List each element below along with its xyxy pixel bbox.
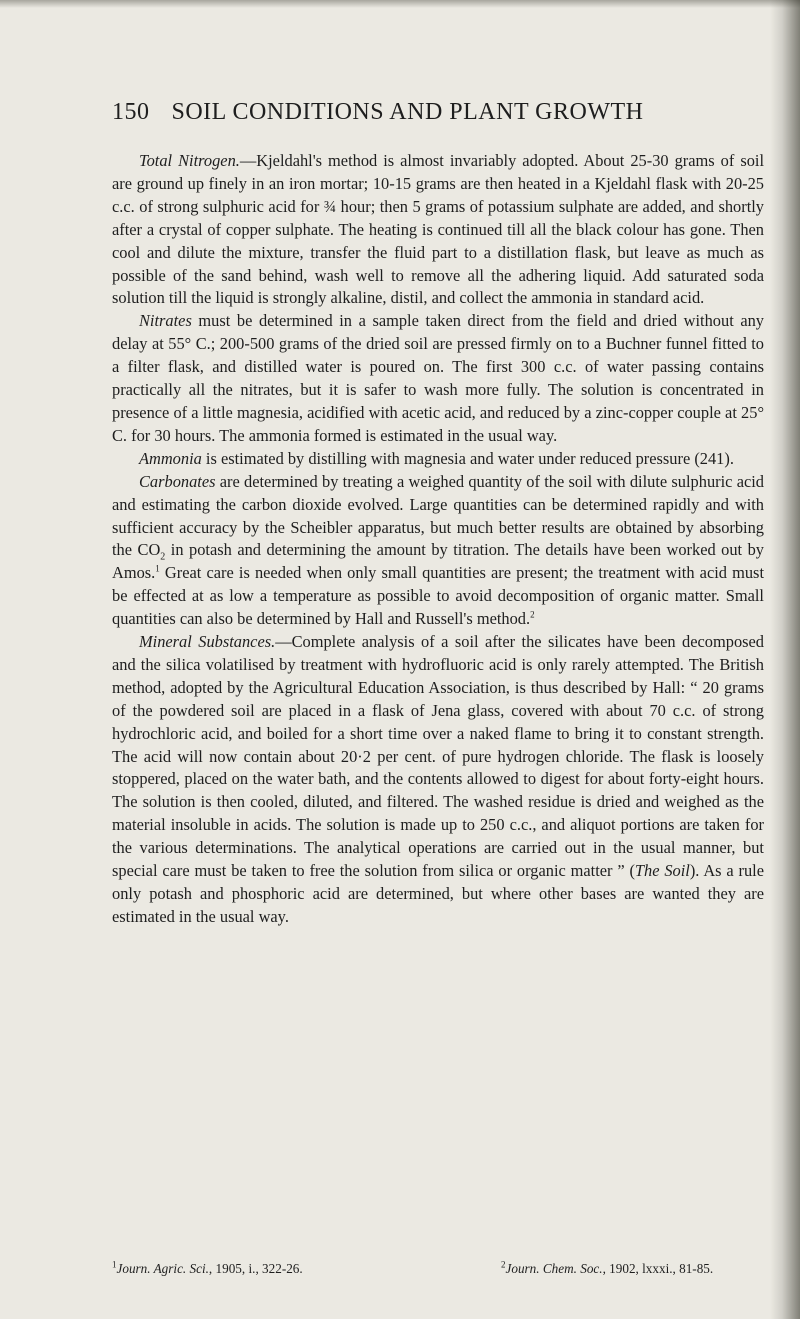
paragraph-text: must be determined in a sample taken direct from the field and dried without any delay at 55° C.; 200-500 grams of the dried soil are pressed firmly on to a Buchner funnel fitted to a filter flask, and distilled water is poured on. The first 300 c.c. of water passing contains practically all the nitrates, but it is safer to wash more fully. The solution is concentrated in presence of a little magnesia, acidified with acetic acid, and reduced by a zinc-copper couple at 25° C. for 30 hours. The ammonia formed is estimated in the usual way. xyxy=(112,311,764,445)
paragraph-ammonia xyxy=(112,448,764,471)
section-heading: Carbonates xyxy=(139,471,216,491)
section-heading: Nitrates xyxy=(139,311,192,331)
footnotes xyxy=(112,1261,764,1277)
page-number: 150 xyxy=(112,99,150,125)
footnote-2 xyxy=(501,1261,713,1277)
section-heading: Mineral Substances. xyxy=(139,632,276,652)
paragraph-text: —Kjeldahl's method is almost invariably adopted. About 25-30 grams of soil are ground up finely in an iron mortar; 10-15 grams are then heated in a Kjeldahl flask with 20-25 c.c. of strong sulphuric acid for ¾ hour; then 5 grams of potassium sulphate are added, and shortly after a crystal of copper sulphate. The heating is continued till all the black colour has gone. Then cool and dilute the mixture, transfer the fluid part to a distillation flask, but leave as much as possible of the sand behind, wash well to remove all the adhering liquid. Add saturated soda solution till the liquid is strongly alkaline, distil, and collect the ammonia in standard acid. xyxy=(112,151,765,308)
page-top-edge xyxy=(0,0,800,8)
footnote-journal: Journ. Agric. Sci. xyxy=(116,1261,209,1276)
section-heading: Ammonia xyxy=(139,448,202,468)
running-header xyxy=(112,99,732,126)
paragraph-text: —Complete analysis of a soil after the silicates have been decomposed and the silica volatilised by treatment with hydrofluoric acid is only rarely attempted. The British method, adopted by the Agricultural Education Association, is thus described by Hall: “ 20 grams of the powdered soil are placed in a flask of Jena glass, covered with about 70 c.c. of strong hydrochloric acid, and boiled for a short time over a naked flame to bring it to constant strength. The acid will now contain about 20·2 per cent. of pure hydrogen chloride. The flask is loosely stoppered, placed on the water bath, and the contents allowed to digest for about forty-eight hours. The solution is then cooled, diluted, and filtered. The washed residue is dried and weighed as the material insoluble in acids. The solution is made up to 250 c.c., and aliquot portions are taken for the various determinations. The analytical operations are carried out in the usual manner, but special care must be taken to free the solution from silica or organic matter ” ( xyxy=(112,632,764,881)
paragraph-text: ). As a rule only potash and phosphoric acid are determined, but where other bases are wanted they are estimated in the usual way. xyxy=(112,861,764,926)
footnote-details: , 1902, lxxxi., 81-85. xyxy=(602,1261,714,1276)
subscript: 2 xyxy=(160,551,166,563)
paragraph-mineral-substances xyxy=(112,631,764,929)
footnote-1 xyxy=(112,1261,303,1277)
running-title: SOIL CONDITIONS AND PLANT GROWTH xyxy=(171,99,644,125)
section-heading: Total Nitrogen. xyxy=(139,151,240,170)
footnote-details: , 1905, i., 322-26. xyxy=(208,1261,303,1276)
footnote-mark: 2 xyxy=(501,1259,506,1270)
page-body xyxy=(112,150,764,929)
paragraph-total-nitrogen xyxy=(112,150,764,310)
footnote-ref: 2 xyxy=(530,609,535,620)
footnote-ref: 1 xyxy=(155,563,160,574)
paragraph-carbonates xyxy=(112,471,764,631)
paragraph-nitrates xyxy=(112,310,764,447)
cited-source: The Soil xyxy=(634,861,690,881)
page-binding-shadow xyxy=(770,0,800,1319)
paragraph-text: Great care is needed when only small quantities are present; the treatment with acid must be effected at as low a temperature as possible to avoid decomposition of organic matter. Small quantities can also be determined by Hall and Russell's method. xyxy=(112,563,764,629)
footnote-mark: 1 xyxy=(112,1259,117,1270)
footnote-journal: Journ. Chem. Soc. xyxy=(505,1261,603,1276)
paragraph-text: in potash and determining the amount by titration. The details have been worked out by Amos. xyxy=(112,540,764,583)
paragraph-text: are determined by treating a weighed quantity of the soil with dilute sulphuric acid and estimating the carbon dioxide evolved. Large quantities can be determined rapidly and with sufficient accuracy by the Scheibler apparatus, but much better results are obtained by absorbing the CO xyxy=(112,471,764,560)
paragraph-text: is estimated by distilling with magnesia and water under reduced pressure (241). xyxy=(201,448,734,468)
